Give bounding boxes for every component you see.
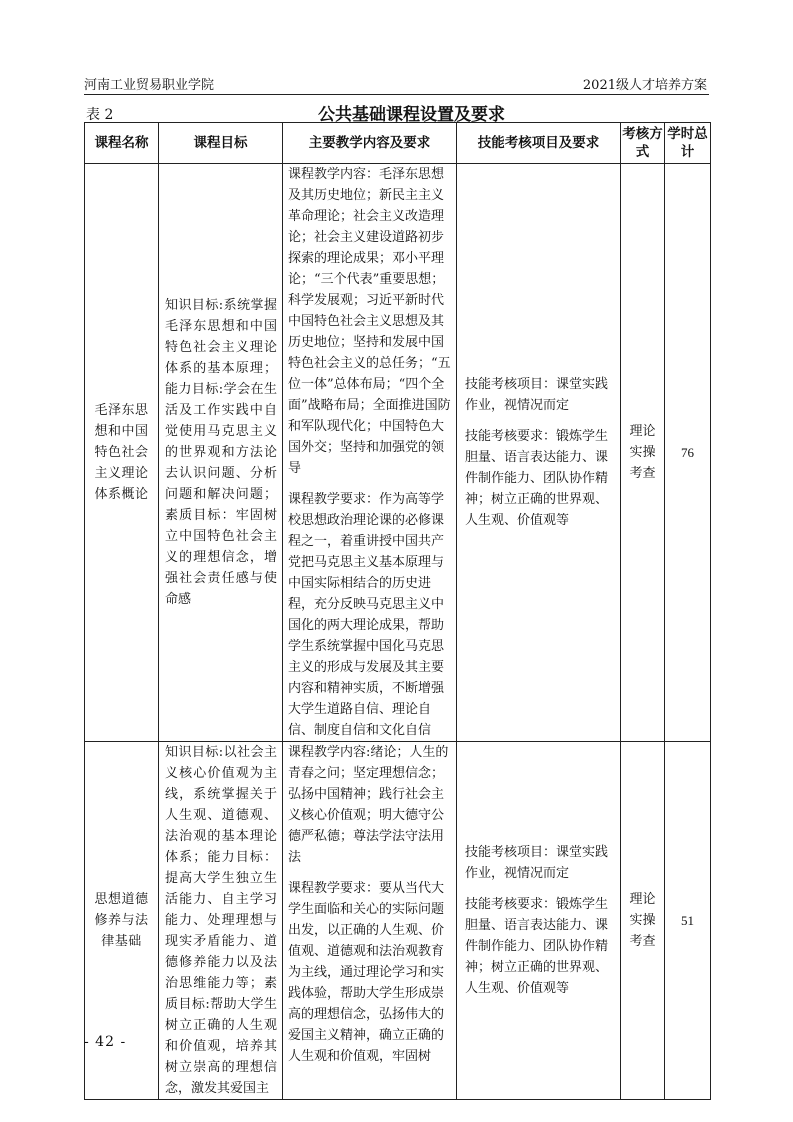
skill-item-text: 技能考核项目：课堂实践作业，视情况而定: [465, 845, 609, 881]
table-row: [85, 742, 711, 1100]
content-intro-text: 课程教学内容:绪论；人生的青春之问；坚定理想信念；弘扬中国精神；践行社会主义核心价值观；明大德守公德严私德；尊法学法守法用法: [288, 745, 449, 865]
table-title: 公共基础课程设置及要求: [318, 105, 505, 125]
skill-assessment-cell: [457, 742, 621, 1100]
col-header-skill: 技能考核项目及要求: [457, 123, 621, 164]
page-header-doc-title: 2021级人才培养方案: [582, 78, 707, 93]
content-requirement-text: 课程教学要求：要从当代大学生面临和关心的实际问题出发，以正确的人生观、价值观、道德观和法治观教育为主线，通过理论学习和实践体验，帮助大学生形成崇高的理想信念，弘扬伟大的爱国主义精神，确立正确的人生观和价值观，牢固树: [288, 881, 445, 1064]
total-hours-cell: 51: [665, 742, 711, 1100]
total-hours-cell: 76: [665, 164, 711, 742]
course-name-cell: 毛泽东思想和中国特色社会主义理论体系概论: [85, 164, 159, 742]
page-header-school: 河南工业贸易职业学院: [84, 78, 215, 93]
assessment-method-cell: 理论实操考查: [621, 742, 665, 1100]
col-header-name: 课程名称: [85, 123, 159, 164]
col-header-method: 考核方式: [621, 123, 665, 164]
table-row: [85, 164, 711, 742]
course-name-cell: 思想道德修养与法律基础: [85, 742, 159, 1100]
content-requirement-text: 课程教学要求：作为高等学校思想政治理论课的必修课程之一，着重讲授中国共产党把马克思主义基本原理与中国实际相结合的历史进程，充分反映马克思主义中国化的两大理论成果，帮助学生系统掌握中国化马克思主义的形成与发展及其主要内容和精神实质，不断增强大学生道路自信、理论自信、制度自信和文化自信: [288, 492, 445, 738]
content-intro-text: 课程教学内容：毛泽东思想及其历史地位；新民主主义革命理论；社会主义改造理论；社会主义建设道路初步探索的理论成果；邓小平理论；“三个代表”重要思想；科学发展观；习近平新时代中国特色社会主义思想及其历史地位；坚持和发展中国特色社会主义的总任务；“五位一体”总体布局；“四个全面”战略布局；全面推进国防和军队现代化；中国特色大国外交；坚持和加强党的领导: [288, 167, 451, 476]
header-rule: [84, 94, 709, 95]
page-number: - 42 -: [84, 1034, 127, 1050]
col-header-goal: 课程目标: [159, 123, 283, 164]
course-goal-cell: 知识目标:系统掌握毛泽东思想和中国特色社会主义理论体系的基本原理；能力目标:学会在生活及工作实践中自觉使用马克思主义的世界观和方法论去认识问题、分析问题和解决问题；素质目标：牢固树立中国特色社会主义的理想信念，增强社会责任感与使命感: [159, 164, 283, 742]
skill-assessment-cell: [457, 164, 621, 742]
col-header-hours: 学时总计: [665, 123, 711, 164]
course-table: [84, 122, 711, 1100]
skill-requirement-text: 技能考核要求：锻炼学生胆量、语言表达能力、课件制作能力、团队协作精神；树立正确的世界观、人生观、价值观等: [465, 429, 609, 528]
skill-requirement-text: 技能考核要求：锻炼学生胆量、语言表达能力、课件制作能力、团队协作精神；树立正确的世界观、人生观、价值观等: [465, 897, 609, 996]
skill-item-text: 技能考核项目：课堂实践作业，视情况而定: [465, 377, 609, 413]
assessment-method-cell: 理论实操考查: [621, 164, 665, 742]
course-content-cell: [283, 742, 457, 1100]
course-content-cell: [283, 164, 457, 742]
table-label: 表 2: [86, 107, 114, 123]
col-header-content: 主要教学内容及要求: [283, 123, 457, 164]
course-goal-cell: 知识目标:以社会主义核心价值观为主线，系统掌握关于人生观、道德观、法治观的基本理论体系；能力目标：提高大学生独立生活能力、自主学习能力、处理理想与现实矛盾能力、道德修养能力以及法治思维能力等；素质目标:帮助大学生树立正确的人生观和价值观，培养其树立崇高的理想信念，激发其爱国主: [159, 742, 283, 1100]
table-header-row: [85, 123, 711, 164]
